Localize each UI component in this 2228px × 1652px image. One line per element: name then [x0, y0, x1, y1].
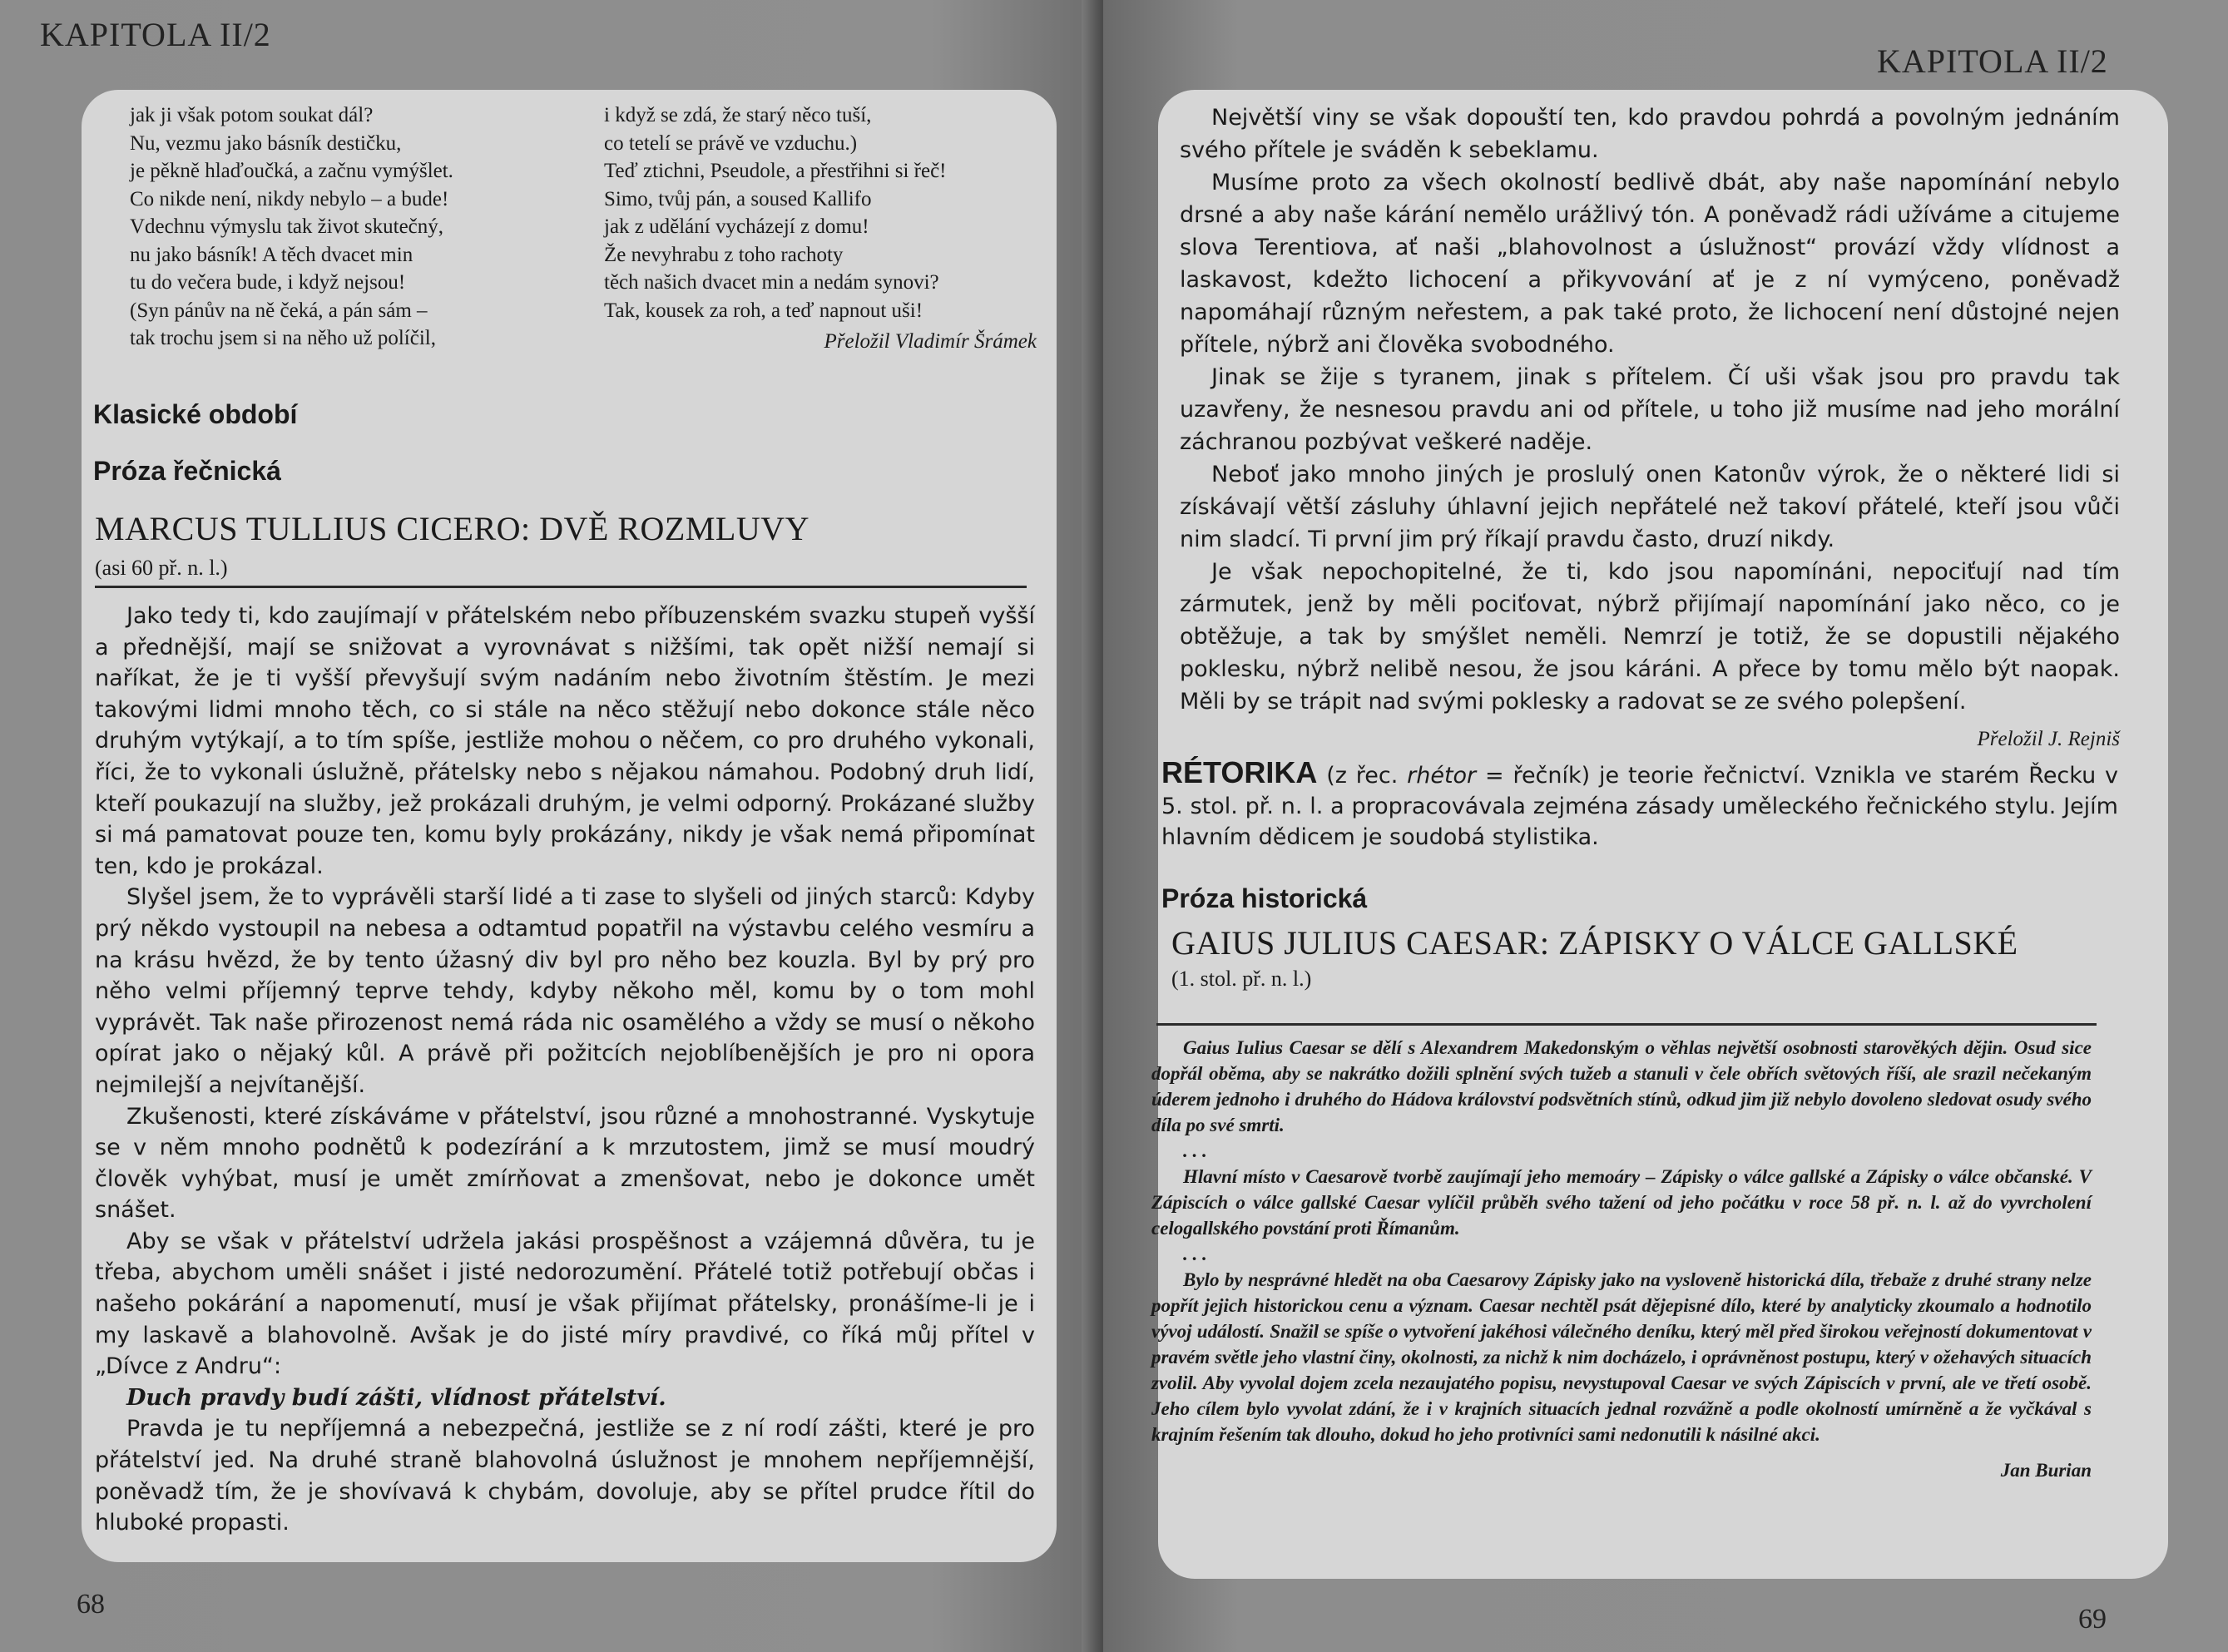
- chapter-header-left: KAPITOLA II/2: [40, 16, 271, 53]
- article-title: GAIUS JULIUS CAESAR: ZÁPISKY O VÁLCE GALLSKÉ: [1171, 924, 2018, 962]
- poem-line: jak z udělání vycházejí z domu!: [604, 215, 869, 238]
- article-subtitle: (1. stol. př. n. l.): [1171, 967, 1312, 991]
- poem-line: co tetelí se právě ve vzduchu.): [604, 131, 858, 155]
- poem-line: Nu, vezmu jako básník destičku,: [130, 131, 402, 155]
- poem-column-2: [604, 101, 1037, 356]
- section-period: Klasické období: [93, 399, 298, 429]
- page-number-right: 69: [2078, 1604, 2107, 1635]
- poem-line: Vdechnu výmyslu tak život skutečný,: [130, 215, 444, 238]
- quote: Duch pravdy budí zášti, vlídnost přátelství.: [126, 1384, 666, 1411]
- paragraph: Neboť jako mnoho jiných je proslulý onen Katonův výrok, že o některé lidi si získávají větší zásluhy úhlavní jejich nepřátelé než takoví přátelé, kteří jsou vůči nim sladcí. Ti první jim prý říkají pravdu často, druzí nikdy.: [1180, 462, 2120, 552]
- paragraph: Je však nepochopitelné, že ti, kdo jsou napomínáni, nepociťují nad tím zármutek, jenž by měli pociťovat, nýbrž přijímají napomínání jako něco, co je obtěžuje, a tak by smýšlet neměli. Nemrzí je totiž, že se dopustili nějakého poklesku, nýbrž nelibě nesou, že jsou káráni. A přece by tomu mělo být naopak. Měli by se trápit nad svými poklesky a radovat se ze svého polepšení.: [1180, 559, 2120, 715]
- poem-line: Že nevyhrabu z toho rachoty: [604, 243, 844, 266]
- paragraph: Pravda je tu nepříjemná a nebezpečná, jestliže se z ní rodí zášti, které je pro přátelství jed. Na druhé straně blahovolná úslužnost je mnohem nepříjemnější, poněvadž tím, že je shovívavá k chybám, dovoluje, aby se přítel prudce řítil do hluboké propasti.: [95, 1416, 1035, 1536]
- poem-line: jak ji však potom soukat dál?: [130, 104, 374, 126]
- paragraph: Slyšel jsem, že to vyprávěli starší lidé a ti zase to slyšeli od jiných starců: Kdyby prý někdo vystoupil na nebesa a odtamtud popatřil na výstavbu celého vesmíru a na krásu hvězd, že by tento úžasný div byl pro něho bez kouzla. Byl by prý pro něho velmi příjemný teprve tehdy, kdyby někoho měl, komu by o tom mohl vyprávět. Tak naše přirozenost nemá ráda nic osamělého a vždy se musí o někoho opírat jako o nějaký kůl. A právě při požitcích nejoblíbenějších je pro ni opora nejmilejší a nejvítanější.: [95, 884, 1035, 1098]
- rhetoric-term: RÉTORIKA: [1161, 755, 1318, 789]
- paragraph: Musíme proto za všech okolností bedlivě dbát, aby naše napomínání nebylo drsné a aby naše kárání nemělo urážlivý tón. A poněvadž rádi užíváme a citujeme slova Terentiova, ať naši „blahovolnost a úslužnost“ provází vždy vlídnost a laskavost, kdežto lichocení a přikyvování ať je z ní vymýceno, poněvadž napomáhají různým neřestem, a pak také proto, že lichocení není důstojné nejen přítele, nýbrž ani člověka svobodného.: [1180, 170, 2120, 358]
- paragraph: Zkušenosti, které získáváme v přátelství, jsou různé a mnohostranné. Vyskytuje se v něm mnoho podnětů k podezírání a k mrzutostem, jimž se musí moudrý člověk vyhýbat, musí je umět zmírňovat a zmenšovat, nebo je dokonce umět snášet.: [95, 1103, 1035, 1224]
- paragraph: Jako tedy ti, kdo zaujímají v přátelském nebo příbuzenském svazku stupeň vyšší a přednější, mají se snižovat a vyrovnávat s nižšími, tak opět nižší nemají si naříkat, že je ti vyšší převyšují svým nadáním nebo životním štěstím. Je mezi takovými lidmi mnoho těch, co si stále na něco stěžují nebo dokonce stále něco druhým vytýkají, a to tím spíše, jestliže mohou o něčem, co pro druhého vykonali, říci, že to vykonali úslužně, přátelsky nebo s nějakou námahou. Podobný druh lidí, kteří poukazují na služby, jež prokázali druhým, je velmi odporný. Prokázané služby si má pamatovat pouze ten, komu byly prokázány, nikdy je však nemá připomínat ten, kdo je prokázal.: [95, 603, 1035, 879]
- poem-column-1: [130, 101, 453, 353]
- rhetoric-definition: RÉTORIKA (z řec. rhétor = řečník) je teorie řečnictví. Vznikla ve starém Řecku v 5. stol. př. n. l. a propracovávala zejména zásady uměleckého řečnického stylu. Jejím hlavním dědicem je soudobá stylistika.: [1161, 755, 2118, 850]
- article-title: MARCUS TULLIUS CICERO: DVĚ ROZMLUVY: [95, 510, 810, 547]
- poem-line: tu do večera bude, i když nejsou!: [130, 271, 406, 294]
- paragraph: Jinak se žije s tyranem, jinak s přítelem. Čí uši však jsou pro pravdu tak uzavřeny, že nesnesou pravdu ani od přítele, u toho již musíme nad jeho morální záchranou pozbývat veškeré naděje.: [1180, 364, 2120, 455]
- commentary: [1151, 1035, 2092, 1483]
- article-subtitle: (asi 60 př. n. l.): [95, 556, 228, 580]
- ellipsis: . . .: [1183, 1244, 1207, 1264]
- left-page: [0, 0, 1097, 1652]
- poem-line: nu jako básník! A těch dvacet min: [130, 243, 413, 266]
- paragraph: Největší viny se však dopouští ten, kdo pravdou pohrdá a povolným jednáním svého přítele je sváděn k sebeklamu.: [1180, 105, 2120, 163]
- section-genre: Próza řečnická: [93, 456, 281, 486]
- title-rule: [95, 586, 1027, 588]
- section-genre: Próza historická: [1161, 883, 1368, 913]
- poem-line: tak trochu jsem si na něho už políčil,: [130, 327, 436, 349]
- chapter-header-right: KAPITOLA II/2: [1877, 42, 2108, 80]
- poem-line: Tak, kousek za roh, a teď napnout uši!: [604, 299, 923, 322]
- poem-line: těch našich dvacet min a nedám synovi?: [604, 271, 939, 294]
- paragraph: Aby se však v přátelství udržela jakási prospěšnost a vzájemná důvěra, tu je třeba, abychom uměli snášet i jisté nedorozumění. Přátelé totiž potřebují občas i našeho pokárání a napomenutí, musí je však přijímat přátelsky, pronášíme-li je i my laskavě a blahovolně. Avšak je do jisté míry pravdivé, co říká můj přítel v „Dívce z Andru“:: [95, 1228, 1035, 1380]
- article-body: [95, 601, 1035, 1539]
- translator-credit: Přeložil J. Rejniš: [1977, 728, 2120, 750]
- poem-line: Co nikde není, nikdy nebylo – a bude!: [130, 187, 449, 210]
- commentary-paragraph: Gaius Iulius Caesar se dělí s Alexandrem Makedonským o věhlas největší osobnosti starověkých dějin. Osud sice dopřál oběma, aby se nakrátko dožili splnění svých tužeb a stanuli v čele obřích světových říší, ale srazil nečekaným úderem jednoho i druhého do Hádova království podsvětních stínů, odkud jim již nebylo dovoleno sledovat osudy svého díla po své smrti.: [1151, 1037, 2092, 1135]
- poem-line: Simo, tvůj pán, a soused Kallifo: [604, 187, 872, 210]
- title-rule: [1156, 1023, 2097, 1026]
- commentary-paragraph: Hlavní místo v Caesarově tvorbě zaujímají jeho memoáry – Zápisky o válce gallské a Zápisky o válce občanské. V Zápiscích o válce gallské Caesar vylíčil průběh svého tažení od jeho počátku v roce 58 př. n. l. až do vyvrcholení celogallského povstání proti Římanům.: [1151, 1166, 2092, 1239]
- commentary-author: Jan Burian: [2000, 1460, 2092, 1481]
- commentary-paragraph: Bylo by nesprávné hledět na oba Caesarovy Zápisky jako na vysloveně historická díla, třebaže z druhé strany nelze popřít jejich historickou cenu a význam. Caesar nechtěl psát dějepisné dílo, které by analyticky zkoumalo a hodnotilo vývoj událostí. Snažil se spíše o vytvoření jakéhosi válečného deníku, který měl před širokou veřejností dokumentovat v pravém světle jeho vlastní činy, okolnosti, za nichž k nim docházelo, i oprávněnost postupu, který v ožehavých situacích zvolil. Aby vyvolal dojem zcela nezaujatého popisu, nevystupoval Caesar ve svých Zápiscích v první, ale ve třetí osobě. Jeho cílem bylo vyvolat zdání, že i v krajních situacích jednal rozvážně a podle okolností umírněně a že vyčkával s krajním řešením tak dlouho, dokud ho jeho protivníci sami nedonutili k násilné akci.: [1151, 1269, 2092, 1445]
- translator-credit: Přeložil Vladimír Šrámek: [824, 330, 1037, 353]
- continued-body: [1180, 101, 2120, 755]
- poem-line: Teď ztichni, Pseudole, a přestřihni si řeč!: [604, 160, 947, 182]
- poem-line: (Syn pánův na ně čeká, a pán sám –: [130, 299, 428, 322]
- poem-line: je pěkně hlaďoučká, a začnu vymýšlet.: [130, 160, 453, 182]
- ellipsis: . . .: [1183, 1140, 1207, 1161]
- page-number-left: 68: [77, 1589, 105, 1620]
- poem-line: i když se zdá, že starý něco tuší,: [604, 104, 872, 126]
